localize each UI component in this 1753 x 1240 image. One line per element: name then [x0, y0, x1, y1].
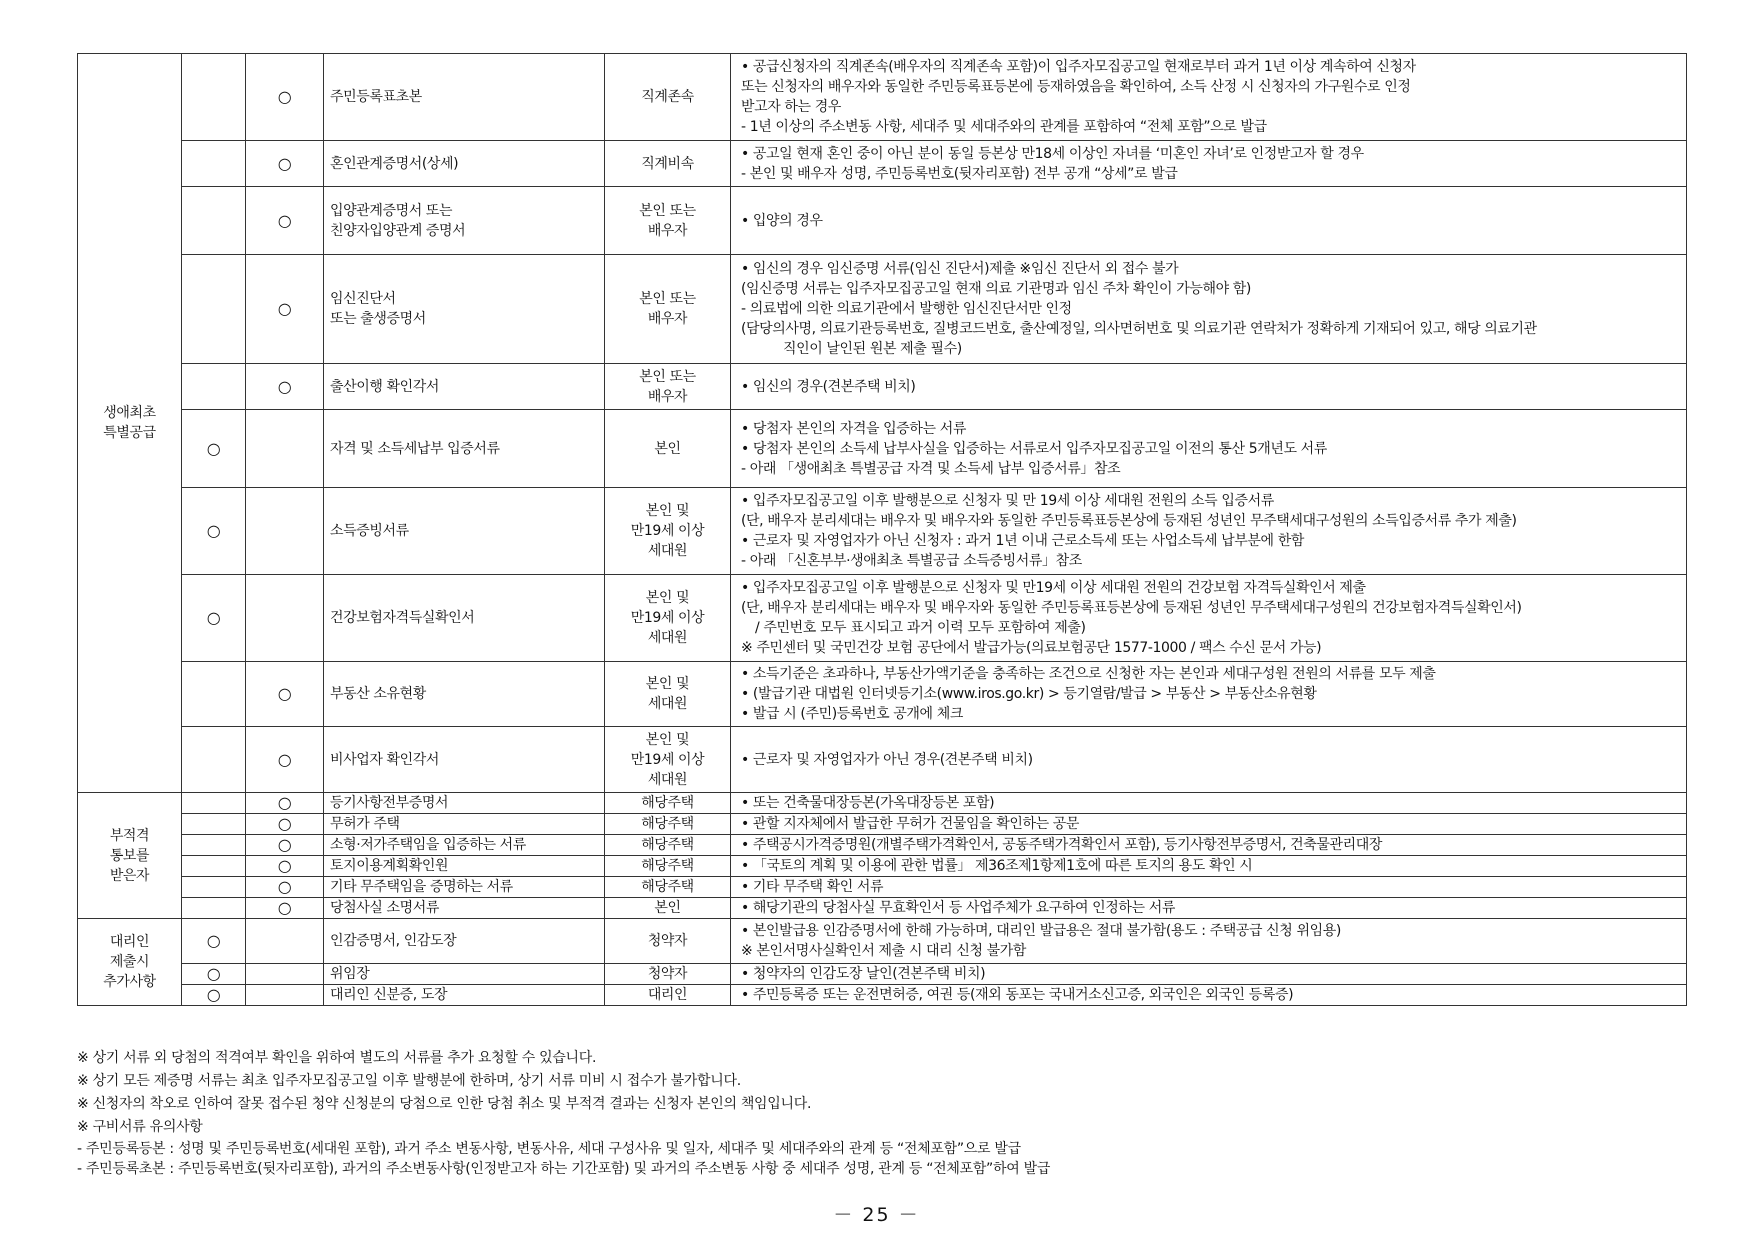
- remark-line: - 의료법에 의한 의료기관에서 발행한 임신진단서만 인정: [741, 301, 1072, 317]
- category-label: 생애최초 특별공급: [103, 405, 156, 441]
- remark-line: (담당의사명, 의료기관등록번호, 질병코드번호, 출산예정일, 의사면허번호 및 의료기관 연락처가 정확하게 기재되어 있고, 해당 의료기관: [741, 321, 1537, 337]
- document-target: 청약자: [605, 964, 731, 985]
- mandatory-mark: ○: [182, 919, 246, 964]
- document-remarks: [731, 488, 1687, 575]
- conditional-mark: ○: [246, 187, 324, 255]
- document-target: 해당주택: [605, 877, 731, 898]
- document-target: 본인 또는 배우자: [605, 364, 731, 410]
- table-row: [78, 410, 1687, 488]
- category-ineligible-notified: [78, 793, 182, 919]
- document-target: 직계존속: [605, 54, 731, 141]
- conditional-mark: ○: [246, 856, 324, 877]
- table-row: [78, 662, 1687, 727]
- page-number: － 25 －: [833, 1204, 920, 1226]
- table-row: [78, 575, 1687, 662]
- remark-line: • 근로자 및 자영업자가 아닌 신청자 : 과거 1년 이내 근로소득세 또는 사업소득세 납부분에 한함: [741, 533, 1304, 549]
- mandatory-cell: [182, 898, 246, 919]
- table-row: [78, 919, 1687, 964]
- mandatory-cell: [182, 662, 246, 727]
- conditional-mark: ○: [246, 793, 324, 814]
- document-name: 인감증명서, 인감도장: [324, 919, 605, 964]
- document-name: 출산이행 확인각서: [324, 364, 605, 410]
- mandatory-cell: [182, 364, 246, 410]
- mandatory-mark: ○: [182, 575, 246, 662]
- mandatory-cell: [182, 187, 246, 255]
- mandatory-cell: [182, 727, 246, 793]
- note-line: - 주민등록등본 : 성명 및 주민등록번호(세대원 포함), 과거 주소 변동사항, 변동사유, 세대 구성사유 및 일자, 세대주 및 세대주와의 관계 등 “전체포함”으로 발급: [77, 1141, 1021, 1157]
- document-target: 해당주택: [605, 856, 731, 877]
- document-target: 본인: [605, 898, 731, 919]
- remark-line: 또는 신청자의 배우자와 동일한 주민등록표등본에 등재하였음을 확인하여, 소득 산정 시 신청자의 가구원수로 인정: [741, 79, 1411, 95]
- table-row: [78, 54, 1687, 141]
- document-target: 해당주택: [605, 793, 731, 814]
- document-remarks: [731, 835, 1687, 856]
- remark-line: - 아래 「생애최초 특별공급 자격 및 소득세 납부 입증서류」참조: [741, 460, 1121, 477]
- remark-line: • 기타 무주택 확인 서류: [741, 879, 884, 895]
- document-remarks: [731, 898, 1687, 919]
- remark-line: • 입주자모집공고일 이후 발행분으로 신청자 및 만19세 이상 세대원 전원의 건강보험 자격득실확인서 제출: [741, 580, 1366, 596]
- required-documents-table: [77, 53, 1687, 1006]
- table-row: [78, 985, 1687, 1006]
- conditional-cell: [246, 919, 324, 964]
- remark-line: • 청약자의 인감도장 날인(견본주택 비치): [741, 966, 986, 982]
- document-name: 부동산 소유현황: [324, 662, 605, 727]
- table-row: [78, 727, 1687, 793]
- note-line: ※ 신청자의 착오로 인하여 잘못 접수된 청약 신청분의 당첨으로 인한 당첨 취소 및 부적격 결과는 신청자 본인의 책임입니다.: [77, 1096, 812, 1112]
- mandatory-cell: [182, 255, 246, 364]
- mandatory-mark: ○: [182, 488, 246, 575]
- document-target: 본인 및 만19세 이상 세대원: [605, 488, 731, 575]
- document-name: 건강보험자격득실확인서: [324, 575, 605, 662]
- table-row: [78, 856, 1687, 877]
- document-name: 당첨사실 소명서류: [324, 898, 605, 919]
- remark-line: 직인이 날인된 원본 제출 필수): [783, 341, 962, 357]
- table-row: [78, 488, 1687, 575]
- document-name: 자격 및 소득세납부 입증서류: [324, 410, 605, 488]
- mandatory-cell: [182, 877, 246, 898]
- mandatory-cell: [182, 814, 246, 835]
- conditional-mark: ○: [246, 814, 324, 835]
- document-name: 대리인 신분증, 도장: [324, 985, 605, 1006]
- remark-line: • 본인발급용 인감증명서에 한해 가능하며, 대리인 발급용은 절대 불가함(용도 : 주택공급 신청 위임용): [741, 923, 1341, 939]
- document-remarks: [731, 255, 1687, 364]
- table-row: [78, 141, 1687, 187]
- document-remarks: [731, 364, 1687, 410]
- conditional-mark: ○: [246, 898, 324, 919]
- mandatory-cell: [182, 141, 246, 187]
- document-remarks: [731, 985, 1687, 1006]
- note-line: ※ 상기 서류 외 당첨의 적격여부 확인을 위하여 별도의 서류를 추가 요청할 수 있습니다.: [77, 1050, 597, 1066]
- table-row: [78, 814, 1687, 835]
- remark-line: • 당첨자 본인의 소득세 납부사실을 입증하는 서류로서 입주자모집공고일 이전의 통산 5개년도 서류: [741, 440, 1327, 457]
- document-name: 위임장: [324, 964, 605, 985]
- table-row: [78, 877, 1687, 898]
- document-remarks: [731, 793, 1687, 814]
- conditional-mark: ○: [246, 141, 324, 187]
- table-row: [78, 898, 1687, 919]
- document-name: 비사업자 확인각서: [324, 727, 605, 793]
- conditional-mark: ○: [246, 54, 324, 141]
- mandatory-mark: ○: [182, 410, 246, 488]
- mandatory-mark: ○: [182, 985, 246, 1006]
- remark-line: • 당첨자 본인의 자격을 입증하는 서류: [741, 420, 966, 437]
- conditional-mark: ○: [246, 364, 324, 410]
- document-remarks: [731, 856, 1687, 877]
- table-row: [78, 364, 1687, 410]
- document-name: 기타 무주택임을 증명하는 서류: [324, 877, 605, 898]
- table-row: [78, 835, 1687, 856]
- mandatory-cell: [182, 835, 246, 856]
- document-target: 본인 또는 배우자: [605, 255, 731, 364]
- document-target: 본인 및 만19세 이상 세대원: [605, 575, 731, 662]
- note-line: - 주민등록초본 : 주민등록번호(뒷자리포함), 과거의 주소변동사항(인정받고자 하는 기간포함) 및 과거의 주소변동 사항 중 세대주 성명, 관계 등 “전체포함”하여 발급: [77, 1161, 1051, 1177]
- document-target: 본인: [605, 410, 731, 488]
- remark-line: • 해당기관의 당첨사실 무효확인서 등 사업주체가 요구하여 인정하는 서류: [741, 900, 1175, 916]
- note-line: ※ 상기 모든 제증명 서류는 최초 입주자모집공고일 이후 발행분에 한하며, 상기 서류 미비 시 접수가 불가합니다.: [77, 1073, 741, 1089]
- table-row: [78, 964, 1687, 985]
- conditional-cell: [246, 985, 324, 1006]
- remark-line: - 아래 「신혼부부·생애최초 특별공급 소득증빙서류」참조: [741, 553, 1082, 569]
- mandatory-cell: [182, 856, 246, 877]
- note-line: ※ 구비서류 유의사항: [77, 1119, 203, 1135]
- document-remarks: [731, 187, 1687, 255]
- document-name: 혼인관계증명서(상세): [324, 141, 605, 187]
- remark-line: ※ 본인서명사실확인서 제출 시 대리 신청 불가함: [741, 943, 1026, 959]
- document-name: 소형·저가주택임을 입증하는 서류: [324, 835, 605, 856]
- document-name: 무허가 주택: [324, 814, 605, 835]
- remark-line: • 발급 시 (주민)등록번호 공개에 체크: [741, 706, 963, 722]
- remark-line: • 공고일 현재 혼인 중이 아닌 분이 동일 등본상 만18세 이상인 자녀를 ‘미혼인 자녀’로 인정받고자 할 경우: [741, 145, 1364, 162]
- category-proxy-additional: [78, 919, 182, 1006]
- document-target: 청약자: [605, 919, 731, 964]
- document-remarks: [731, 814, 1687, 835]
- document-target: 본인 및 세대원: [605, 662, 731, 727]
- document-target: 본인 또는 배우자: [605, 187, 731, 255]
- document-remarks: [731, 54, 1687, 141]
- document-remarks: [731, 877, 1687, 898]
- notes-section: [77, 1047, 1050, 1179]
- remark-line: • 관할 지자체에서 발급한 무허가 건물임을 확인하는 공문: [741, 816, 1080, 832]
- conditional-cell: [246, 488, 324, 575]
- document-target: 해당주택: [605, 835, 731, 856]
- document-remarks: [731, 919, 1687, 964]
- remark-line: (임신증명 서류는 입주자모집공고일 현재 의료 기관명과 임신 주차 확인이 가능해야 함): [741, 281, 1251, 297]
- table-row: [78, 187, 1687, 255]
- table-row: [78, 793, 1687, 814]
- table-row: [78, 255, 1687, 364]
- remark-line: • 임신의 경우(견본주택 비치): [741, 378, 916, 395]
- remark-line: • 입주자모집공고일 이후 발행분으로 신청자 및 만 19세 이상 세대원 전원의 소득 입증서류: [741, 493, 1274, 509]
- remark-line: 받고자 하는 경우: [741, 99, 841, 115]
- remark-line: (단, 배우자 분리세대는 배우자 및 배우자와 동일한 주민등록표등본상에 등재된 성년인 무주택세대구성원의 건강보험자격득실확인서): [741, 600, 1522, 616]
- document-remarks: [731, 662, 1687, 727]
- document-name: 등기사항전부증명서: [324, 793, 605, 814]
- remark-line: • 주택공시가격증명원(개별주택가격확인서, 공동주택가격확인서 포함), 등기사항전부증명서, 건축물관리대장: [741, 837, 1382, 853]
- remark-line: • 주민등록증 또는 운전면허증, 여권 등(재외 동포는 국내거소신고증, 외국인은 외국인 등록증): [741, 987, 1294, 1003]
- conditional-cell: [246, 410, 324, 488]
- conditional-mark: ○: [246, 662, 324, 727]
- conditional-mark: ○: [246, 877, 324, 898]
- document-name: 주민등록표초본: [324, 54, 605, 141]
- document-target: 대리인: [605, 985, 731, 1006]
- document-target: 본인 및 만19세 이상 세대원: [605, 727, 731, 793]
- remark-line: • 공급신청자의 직계존속(배우자의 직계존속 포함)이 입주자모집공고일 현재로부터 과거 1년 이상 계속하여 신청자: [741, 59, 1416, 75]
- category-first-home-special-supply: [78, 54, 182, 793]
- category-label: 부적격 통보를 받은자: [109, 827, 150, 884]
- document-name: 임신진단서 또는 출생증명서: [324, 255, 605, 364]
- remark-line: ※ 주민센터 및 국민건강 보험 공단에서 발급가능(의료보험공단 1577-1000 / 팩스 수신 문서 가능): [741, 640, 1322, 656]
- category-label: 대리인 제출시 추가사항: [103, 934, 156, 990]
- remark-line: • 근로자 및 자영업자가 아닌 경우(견본주택 비치): [741, 751, 1033, 768]
- conditional-cell: [246, 964, 324, 985]
- mandatory-cell: [182, 793, 246, 814]
- document-remarks: [731, 964, 1687, 985]
- remark-line: • (발급기관 대법원 인터넷등기소(www.iros.go.kr) > 등기열람/발급 > 부동산 > 부동산소유현황: [741, 686, 1317, 702]
- remark-line: / 주민번호 모두 표시되고 과거 이력 모두 포함하여 제출): [755, 620, 1086, 636]
- document-target: 해당주택: [605, 814, 731, 835]
- remark-line: (단, 배우자 분리세대는 배우자 및 배우자와 동일한 주민등록표등본상에 등재된 성년인 무주택세대구성원의 소득입증서류 추가 제출): [741, 513, 1517, 529]
- document-target: 직계비속: [605, 141, 731, 187]
- conditional-mark: ○: [246, 727, 324, 793]
- document-remarks: [731, 727, 1687, 793]
- mandatory-cell: [182, 54, 246, 141]
- remark-line: • 임신의 경우 임신증명 서류(임신 진단서)제출 ※임신 진단서 외 접수 불가: [741, 261, 1179, 277]
- remark-line: - 1년 이상의 주소변동 사항, 세대주 및 세대주와의 관계를 포함하여 “전체 포함”으로 발급: [741, 119, 1267, 135]
- document-name: 토지이용계획확인원: [324, 856, 605, 877]
- document-remarks: [731, 141, 1687, 187]
- remark-line: • 입양의 경우: [741, 212, 823, 229]
- conditional-mark: ○: [246, 255, 324, 364]
- document-remarks: [731, 410, 1687, 488]
- conditional-mark: ○: [246, 835, 324, 856]
- conditional-cell: [246, 575, 324, 662]
- remark-line: • 또는 건축물대장등본(가옥대장등본 포함): [741, 795, 995, 811]
- remark-line: • 「국토의 계획 및 이용에 관한 법률」 제36조제1항제1호에 따른 토지의 용도 확인 시: [741, 858, 1253, 874]
- document-remarks: [731, 575, 1687, 662]
- remark-line: - 본인 및 배우자 성명, 주민등록번호(뒷자리포함) 전부 공개 “상세”로 발급: [741, 165, 1178, 182]
- mandatory-mark: ○: [182, 964, 246, 985]
- document-name: 소득증빙서류: [324, 488, 605, 575]
- remark-line: • 소득기준은 초과하나, 부동산가액기준을 충족하는 조건으로 신청한 자는 본인과 세대구성원 전원의 서류를 모두 제출: [741, 666, 1436, 682]
- document-name: 입양관계증명서 또는 친양자입양관계 증명서: [324, 187, 605, 255]
